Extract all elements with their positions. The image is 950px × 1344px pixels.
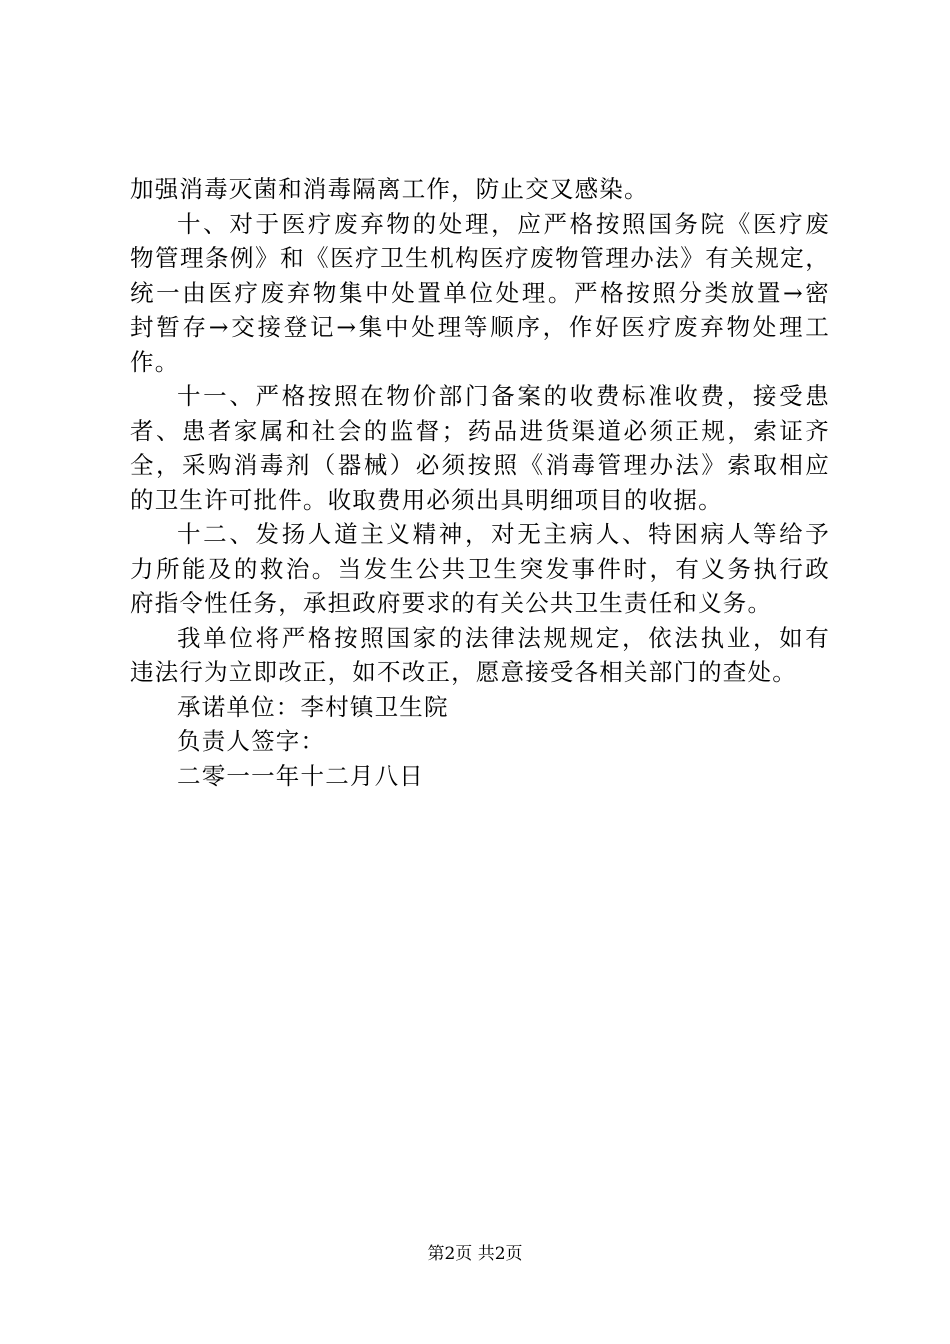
text-line: 者、患者家属和社会的监督；药品进货渠道必须正规，索证齐	[130, 416, 830, 445]
text-line: 加强消毒灭菌和消毒隔离工作，防止交叉感染。	[130, 175, 649, 203]
text-line: 十二、发扬人道主义精神，对无主病人、特困病人等给予	[177, 520, 830, 548]
text-line: 统一由医疗废弃物集中处置单位处理。严格按照分类放置→密	[130, 278, 830, 307]
text-line: 封暂存→交接登记→集中处理等顺序，作好医疗废弃物处理工	[130, 313, 830, 341]
document-date: 二零一一年十二月八日	[177, 761, 424, 790]
text-line: 违法行为立即改正，如不改正，愿意接受各相关部门的查处。	[130, 658, 797, 686]
page-number: 第2页 共2页	[427, 1244, 523, 1264]
text-line: 的卫生许可批件。收取费用必须出具明细项目的收据。	[130, 485, 723, 514]
page-footer	[0, 1243, 950, 1265]
text-line: 物管理条例》和《医疗卫生机构医疗废物管理办法》有关规定，	[130, 244, 830, 272]
text-line: 作。	[130, 347, 180, 376]
text-line: 力所能及的救治。当发生公共卫生突发事件时，有义务执行政	[130, 554, 830, 583]
text-line: 我单位将严格按照国家的法律法规规定，依法执业，如有	[177, 623, 830, 652]
commitment-unit: 承诺单位：李村镇卫生院	[177, 692, 449, 721]
text-line: 府指令性任务，承担政府要求的有关公共卫生责任和义务。	[130, 589, 773, 617]
text-line: 十、对于医疗废弃物的处理，应严格按照国务院《医疗废	[177, 209, 830, 238]
signature-line: 负责人签字：	[177, 727, 326, 755]
document-body	[130, 172, 830, 793]
text-line: 全，采购消毒剂（器械）必须按照《消毒管理办法》索取相应	[130, 451, 830, 479]
text-line: 十一、严格按照在物价部门备案的收费标准收费，接受患	[177, 382, 830, 410]
